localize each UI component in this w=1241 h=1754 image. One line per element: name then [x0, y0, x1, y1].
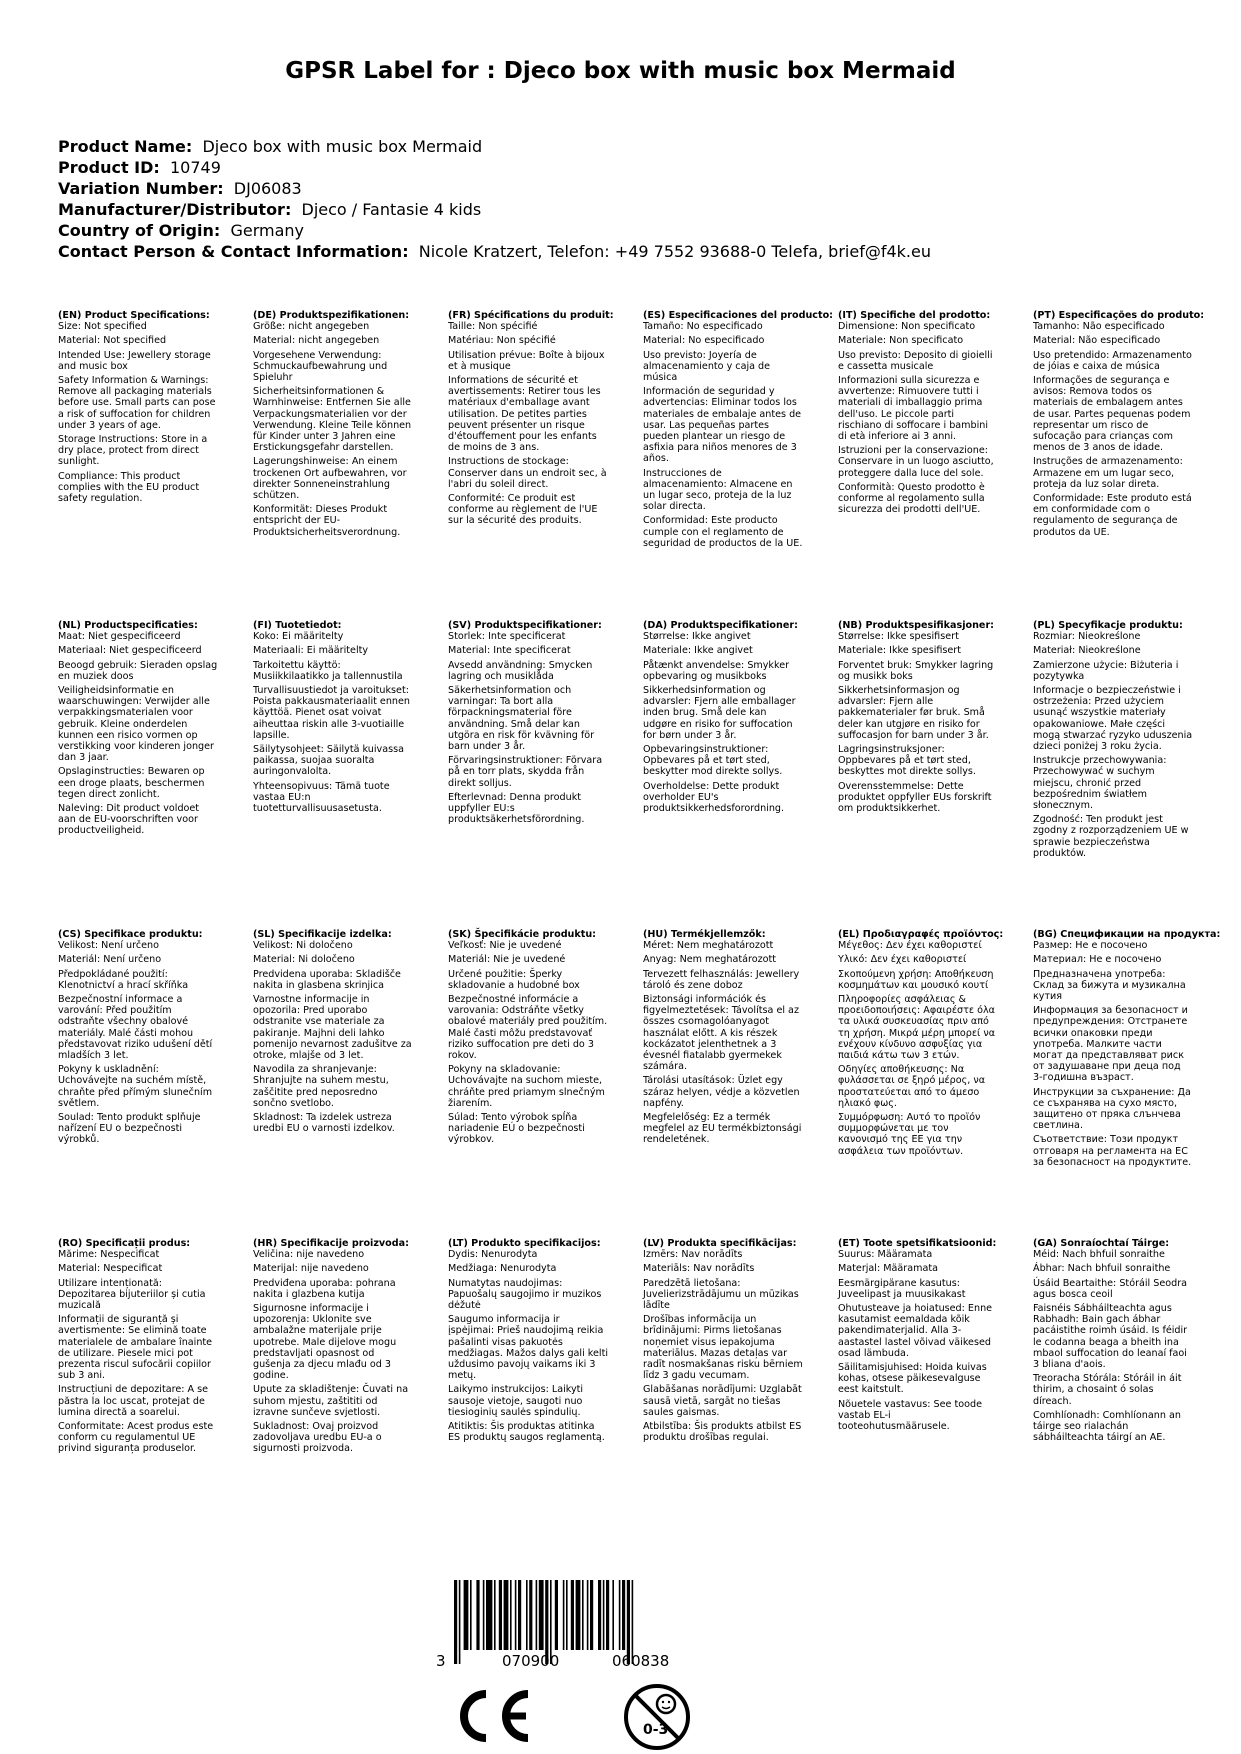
spec-line: Veličina: nije navedeno: [253, 1249, 365, 1261]
spec-line: Maat: Niet gespecificeerd: [58, 631, 181, 643]
spec-line: Rozmiar: Nieokreślone: [1033, 631, 1141, 643]
spec-line: Sikkerhetsinformasjon og advarsler: Fjern alle pakkematerialer før bruk. Små deler kan utgjøre en risiko for suffocasjon for barn under 3 år.: [838, 685, 989, 741]
spec-line: Forventet bruk: Smykker lagring og musikk boks: [838, 659, 994, 682]
spec-block: [58, 1238, 218, 1458]
spec-line: Efterlevnad: Denna produkt uppfyller EU:s produktsäkerhetsförordning.: [448, 791, 585, 826]
age-warning-icon: [622, 1682, 692, 1752]
spec-heading: (ET) Toote spetsifikatsioonid:: [838, 1238, 997, 1249]
spec-line: Anyag: Nem meghatározott: [643, 954, 777, 966]
barcode-bar: [590, 1580, 593, 1650]
spec-block: [838, 1238, 998, 1435]
spec-line: Informacje o bezpieczeństwie i ostrzeżenia: Przed użyciem usunąć wszystkie materiały opakowaniowe. Małe części mogą stwarzać ryzyko uduszenia dzieci poniżej 3 roku życia.: [1033, 685, 1193, 753]
spec-line: Förvaringsinstruktioner: Förvara på en torr plats, skydda från direkt solljus.: [448, 755, 603, 789]
spec-heading: (SK) Špecifikácie produktu:: [448, 929, 597, 940]
spec-line: Upute za skladištenje: Čuvati na suhom mjestu, zaštititi od izravne sunčeve svjetlosti.: [253, 1384, 409, 1418]
spec-line: Glabāšanas norādījumi: Uzglabāt sausā vietā, sargāt no tiešas saules gaismas.: [643, 1384, 802, 1418]
spec-line: Drošības informācija un brīdinājumi: Pirms lietošanas noņemiet visus iepakojuma materiālus. Mazas detaļas var radīt nosmakšanas risku bērniem līdz 3 gadu vecumam.: [643, 1314, 803, 1382]
barcode-digit-group-right: 060838: [612, 1652, 670, 1670]
spec-line: Utilisation prévue: Boîte à bijoux et à musique: [448, 349, 605, 372]
spec-line: Konformität: Dieses Produkt entspricht der EU-Produktsicherheitsverordnung.: [253, 504, 401, 538]
spec-heading: (EN) Product Specifications:: [58, 310, 210, 321]
spec-line: Compliance: This product complies with the EU product safety regulation.: [58, 470, 200, 505]
barcode-bar: [571, 1580, 574, 1650]
spec-line: Varnostne informacije in opozorila: Pred uporabo odstranite vse materiale za pakiranje. Majhni deli lahko pomenijo nevarnost zadušitve za otroke, mlajše od 3 let.: [253, 994, 412, 1062]
spec-line: Matériau: Non spécifié: [448, 335, 556, 347]
spec-line: Σκοπούμενη χρήση: Αποθήκευση κοσμημάτων και μουσικό κουτί: [838, 968, 994, 991]
spec-heading: (BG) Спецификации на продукта:: [1033, 929, 1221, 940]
spec-line: Megfelelőség: Ez a termék megfelel az EU termékbiztonsági rendeletének.: [643, 1112, 802, 1146]
spec-line: Materiale: Non specificato: [838, 335, 964, 347]
spec-block: [448, 1238, 608, 1446]
spec-block: [448, 310, 614, 530]
spec-line: Atbilstība: Šis produkts atbilst ES produktu drošības regulai.: [643, 1421, 802, 1444]
barcode-bar: [606, 1580, 609, 1650]
spec-line: Uso previsto: Deposito di gioielli e cassetta musicale: [838, 349, 993, 372]
spec-line: Tárolási utasítások: Üzlet egy száraz helyen, védje a közvetlen napfény.: [643, 1075, 800, 1109]
spec-line: Информация за безопасност и предупреждения: Отстранете всички опаковки преди употреба. Малките части могат да представляват риск от задушаване при деца под 3-годишна възраст.: [1033, 1005, 1188, 1084]
spec-block: [838, 929, 1004, 1160]
spec-line: Zgodność: Ten produkt jest zgodny z rozporządzeniem UE w sprawie bezpieczeństwa produktów.: [1033, 814, 1189, 859]
spec-block: [448, 620, 608, 828]
page-title: GPSR Label for : Djeco box with music box Mermaid: [285, 58, 956, 84]
spec-line: Určené použitie: Šperky skladovanie a hudobné box: [448, 968, 580, 991]
spec-line: Informações de segurança e avisos: Remova todos os materiais de embalagem antes de usar. Partes pequenas podem representar um risco de sufocação para crianças com menos de 3 anos de idade.: [1033, 375, 1191, 454]
spec-heading: (GA) Sonraíochtaí Táirge:: [1033, 1238, 1170, 1249]
spec-line: Материал: Не е посочено: [1033, 954, 1162, 966]
barcode-bar: [566, 1580, 568, 1650]
barcode-bar: [619, 1580, 621, 1650]
barcode-bar: [539, 1580, 544, 1650]
spec-line: Atitiktis: Šis produktas atitinka ES produktų saugos reglamentą.: [448, 1421, 605, 1444]
spec-line: Numatytas naudojimas: Papuošalų saugojimo ir muzikos dėžutė: [448, 1277, 602, 1312]
spec-line: Materjal: Määramata: [838, 1263, 938, 1275]
spec-line: Storage Instructions: Store in a dry place, protect from direct sunlight.: [58, 434, 208, 468]
spec-line: Materiāls: Nav norādīts: [643, 1263, 755, 1275]
spec-line: Material: Inte specificerat: [448, 645, 571, 657]
spec-line: Mărime: Nespecificat: [58, 1249, 160, 1261]
spec-heading: (NB) Produktspesifikasjoner:: [838, 620, 995, 631]
spec-line: Påtænkt anvendelse: Smykker opbevaring og musikboks: [643, 659, 790, 682]
spec-line: Säilytysohjeet: Säilytä kuivassa paikassa, suojaa suoralta auringonvalolta.: [253, 744, 404, 778]
spec-heading: (ES) Especificaciones del producto:: [643, 310, 834, 321]
spec-line: Dimensione: Non specificato: [838, 321, 976, 333]
spec-line: Overensstemmelse: Dette produktet oppfyller EUs forskrift om produktsikkerhet.: [838, 780, 992, 815]
spec-line: Avsedd användning: Smycken lagring och musiklåda: [448, 659, 593, 682]
spec-line: Informazioni sulla sicurezza e avvertenze: Rimuovere tutti i materiali di imballaggio prima dell'uso. Le piccole parti rischiano di soffocare i bambini di età inferiore ai 3 anni.: [838, 375, 989, 443]
spec-line: Conformidade: Este produto está em conformidade com o regulamento de segurança de produtos da UE.: [1033, 493, 1192, 538]
barcode-bar: [518, 1580, 521, 1650]
barcode-bar: [612, 1580, 614, 1650]
spec-line: Turvallisuustiedot ja varoitukset: Poista pakkausmateriaalit ennen käyttöä. Pienet osat voivat aiheuttaa riskin alle 3-vuotiaille lapsille.: [253, 685, 410, 741]
spec-line: Veľkosť: Nie je uvedené: [448, 940, 562, 952]
spec-line: Dydis: Nenurodyta: [448, 1249, 538, 1261]
spec-line: Съответствие: Този продукт отговаря на регламента на ЕС за безопасност на продуктите.: [1033, 1134, 1192, 1168]
spec-line: Faisnéis Sábháilteachta agus Rabhadh: Bain gach ábhar pacáistithe roimh úsáid. Is féidir le codanna beaga a bheith ina mbaol suffocation do leanaí faoi 3 bliana d'aois.: [1033, 1303, 1188, 1371]
spec-line: Conformité: Ce produit est conforme au règlement de l'UE sur la sécurité des produits.: [448, 493, 598, 527]
spec-line: Opslaginstructies: Bewaren op een droge plaats, beschermen tegen direct zonlicht.: [58, 766, 205, 800]
spec-line: Materiale: Ikke angivet: [643, 645, 753, 657]
spec-line: Säilitamisjuhised: Hoida kuivas kohas, otsese päikesevalguse eest kaitstult.: [838, 1362, 987, 1396]
spec-line: Ohutusteave ja hoiatused: Enne kasutamist eemaldada kõik pakendimaterjalid. Alla 3-aastastel lastel võivad väikesed osad lämbuda.: [838, 1303, 993, 1359]
spec-line: Paredzētā lietošana: Juvelierizstrādājumu un mūzikas lādīte: [643, 1277, 799, 1312]
spec-line: Medžiaga: Nenurodyta: [448, 1263, 557, 1275]
spec-block: [1033, 1238, 1193, 1446]
spec-line: Material: nicht angegeben: [253, 335, 380, 347]
spec-line: Méret: Nem meghatározott: [643, 940, 774, 952]
product-id-row: Product ID: 10749: [58, 158, 221, 177]
barcode-bar: [576, 1580, 581, 1650]
spec-line: Uso pretendido: Armazenamento de jóias e caixa de música: [1033, 349, 1192, 372]
spec-line: Conformitate: Acest produs este conform cu regulamentul UE privind siguranța produselor.: [58, 1421, 214, 1455]
barcode-bar: [470, 1580, 472, 1650]
barcode-bar: [483, 1580, 485, 1650]
spec-line: Overholdelse: Dette produkt overholder EU's produktsikkerhedsforordning.: [643, 780, 785, 815]
spec-heading: (IT) Specifiche del prodotto:: [838, 310, 991, 321]
spec-line: Tarkoitettu käyttö: Musiikkilaatikko ja tallennustila: [253, 659, 403, 682]
spec-line: Lagerungshinweise: An einem trockenen Ort aufbewahren, vor direkter Sonneneinstrahlung schützen.: [253, 456, 407, 502]
spec-line: Material: Não especificado: [1033, 335, 1161, 347]
spec-line: Materiál: Není určeno: [58, 954, 162, 966]
spec-line: Material: Not specified: [58, 335, 167, 347]
spec-line: Súlad: Tento výrobok spĺňa nariadenie EÚ o bezpečnosti výrobkov.: [448, 1112, 585, 1146]
spec-heading: (DA) Produktspecifikationer:: [643, 620, 798, 631]
spec-line: Eesmärgipärane kasutus: Juveelipast ja muusikakast: [838, 1277, 966, 1300]
spec-line: Treoracha Stórála: Stóráil in áit thirim, a chosaint ó solas díreach.: [1033, 1373, 1182, 1407]
spec-line: Beoogd gebruik: Sieraden opslag en muziek doos: [58, 659, 218, 682]
barcode-bar: [515, 1580, 517, 1650]
spec-line: Skladnost: Ta izdelek ustreza uredbi EU o varnosti izdelkov.: [253, 1112, 395, 1135]
barcode-bar: [587, 1580, 589, 1650]
spec-line: Πληροφορίες ασφάλειας & προειδοποιήσεις: Αφαιρέστε όλα τα υλικά συσκευασίας πριν από τη χρήση. Μικρά μέρη μπορεί να ενέχουν κίνδυνο ασφυξίας για παιδιά κάτω των 3 ετών.: [838, 994, 996, 1062]
spec-block: [643, 310, 834, 552]
spec-line: Υλικό: Δεν έχει καθοριστεί: [838, 954, 967, 966]
spec-line: Инструкции за съхранение: Да се съхранява на сухо място, защитено от пряка слънчева светлина.: [1033, 1086, 1191, 1132]
spec-line: Instrucciones de almacenamiento: Almacene en un lugar seco, proteja de la luz solar directa.: [643, 467, 793, 513]
spec-block: [643, 929, 803, 1149]
spec-line: Größe: nicht angegeben: [253, 321, 370, 333]
product-name-row: Product Name: Djeco box with music box Mermaid: [58, 137, 483, 156]
spec-line: Tamanho: Não especificado: [1033, 321, 1165, 333]
spec-line: Pokyny k uskladnění: Uchovávejte na suchém místě, chraňte před přímým slunečním světlem.: [58, 1064, 213, 1109]
spec-block: [253, 620, 413, 817]
spec-block: [1033, 310, 1205, 541]
spec-block: [643, 620, 803, 817]
spec-block: [253, 310, 413, 541]
spec-heading: (LV) Produkta specifikācijas:: [643, 1238, 797, 1249]
spec-line: Suurus: Määramata: [838, 1249, 933, 1261]
spec-line: Información de seguridad y advertencias: Eliminar todos los materiales de embalaje antes de usar. Las pequeñas partes pueden plantear un riesgo de asfixia para niños menores de 3 años.: [643, 386, 802, 465]
spec-line: Tervezett felhasználás: Jewellery tároló és zene doboz: [643, 968, 800, 991]
spec-line: Størrelse: Ikke angivet: [643, 631, 751, 643]
spec-line: Conformidad: Este producto cumple con el reglamento de seguridad de productos de la UE.: [643, 515, 803, 549]
spec-line: Størrelse: Ikke spesifisert: [838, 631, 959, 643]
barcode-bar: [529, 1580, 532, 1650]
spec-line: Materiál: Nie je uvedené: [448, 954, 566, 966]
spec-line: Предназначена употреба: Склад за бижута и музикална кутия: [1033, 968, 1186, 1003]
barcode: [436, 1580, 736, 1670]
spec-line: Material: Nespecificat: [58, 1263, 163, 1275]
spec-line: Intended Use: Jewellery storage and music box: [58, 349, 211, 372]
spec-line: Size: Not specified: [58, 321, 147, 333]
barcode-bar: [494, 1580, 496, 1650]
spec-heading: (PT) Especificações do produto:: [1033, 310, 1205, 321]
spec-heading: (CS) Specifikace produktu:: [58, 929, 203, 940]
barcode-bar: [499, 1580, 502, 1650]
barcode-bar: [563, 1580, 565, 1650]
spec-line: Taille: Non spécifié: [448, 321, 538, 333]
barcode-bar: [526, 1580, 528, 1650]
spec-block: [58, 929, 218, 1149]
spec-line: Säkerhetsinformation och varningar: Ta bort alla förpackningsmaterial före användning. Små delar kan utgöra en risk för kvävning för barn under 3 år.: [448, 685, 595, 753]
spec-line: Nõuetele vastavus: See toode vastab EL-i tooteohutusmäärusele.: [838, 1398, 982, 1433]
spec-line: Předpokládané použití: Klenotnictví a hrací skříňka: [58, 968, 189, 991]
spec-line: Instruções de armazenamento: Armazene em um lugar seco, proteja da luz solar direta.: [1033, 456, 1183, 490]
spec-line: Uso previsto: Joyería de almacenamiento y caja de música: [643, 349, 771, 384]
spec-line: Lagringsinstruksjoner: Oppbevares på et tørt sted, beskyttes mot direkte sollys.: [838, 744, 976, 778]
spec-heading: (PL) Specyfikacje produktu:: [1033, 620, 1183, 631]
spec-line: Zamierzone użycie: Biżuteria i pozytywka: [1033, 659, 1179, 682]
spec-line: Sukladnost: Ovaj proizvod zadovoljava uredbu EU-a o sigurnosti proizvoda.: [253, 1421, 382, 1455]
spec-heading: (SL) Specifikacije izdelka:: [253, 929, 392, 940]
spec-line: Comhlíonadh: Comhlíonann an táirge seo rialachán sábháilteachta táirgí an AE.: [1033, 1409, 1181, 1444]
spec-line: Laikymo instrukcijos: Laikyti sausoje vietoje, saugoti nuo tiesioginių saulės spindulių.: [448, 1384, 584, 1418]
spec-line: Safety Information & Warnings: Remove all packaging materials before use. Small parts can pose a risk of suffocation for children under 3 years of age.: [58, 375, 216, 431]
spec-heading: (LT) Produkto specifikacijos:: [448, 1238, 601, 1249]
barcode-bar: [476, 1580, 479, 1650]
spec-line: Instrukcje przechowywania: Przechowywać w suchym miejscu, chronić przed bezpośrednim światłem słonecznym.: [1033, 755, 1167, 812]
barcode-digit-group-left: 070900: [502, 1652, 560, 1670]
barcode-bar: [510, 1580, 512, 1650]
contact-row: Contact Person & Contact Information: Nicole Kratzert, Telefon: +49 7552 93688-0 Telefa, brief@f4k.eu: [58, 242, 931, 261]
spec-line: Yhteensopivuus: Tämä tuote vastaa EU:n tuotetturvallisuusasetusta.: [253, 780, 390, 815]
barcode-bar: [464, 1580, 469, 1650]
spec-line: Velikost: Ni določeno: [253, 940, 353, 952]
spec-heading: (SV) Produktspecifikationer:: [448, 620, 602, 631]
spec-line: Izmērs: Nav norādīts: [643, 1249, 743, 1261]
spec-line: Materiaal: Niet gespecificeerd: [58, 645, 202, 657]
spec-line: Velikost: Není určeno: [58, 940, 159, 952]
spec-block: [58, 620, 218, 840]
spec-line: Opbevaringsinstruktioner: Opbevares på et tørt sted, beskytter mod direkte sollys.: [643, 744, 783, 778]
spec-line: Συμμόρφωση: Αυτό το προϊόν συμμορφώνεται με τον κανονισμό της ΕΕ για την ασφάλεια των προϊόντων.: [838, 1112, 981, 1157]
spec-line: Conformità: Questo prodotto è conforme al regolamento sulla sicurezza dei prodotti dell'UE.: [838, 481, 985, 516]
spec-heading: (EL) Προδιαγραφές προϊόντος:: [838, 929, 1004, 940]
spec-block: [448, 929, 608, 1149]
spec-line: Koko: Ei määritelty: [253, 631, 344, 643]
spec-line: Veiligheidsinformatie en waarschuwingen: Verwijder alle verpakkingsmaterialen voor gebruik. Kleine onderdelen kunnen een risico vormen op verstikking voor kinderen jonger dan 3 jaar.: [58, 685, 214, 764]
spec-line: Soulad: Tento produkt splňuje nařízení EU o bezpečnosti výrobků.: [58, 1112, 201, 1146]
spec-heading: (RO) Specificații produs:: [58, 1238, 191, 1249]
spec-line: Biztonsági információk és figyelmeztetések: Távolítsa el az összes csomagolóanyagot használat előtt. A kis részek kockázatot jelenthetnek a 3 évesnél fiatalabb gyermekek számára.: [643, 994, 799, 1073]
spec-line: Materijal: nije navedeno: [253, 1263, 369, 1275]
spec-line: Materiał: Nieokreślone: [1033, 645, 1141, 657]
spec-heading: (HU) Termékjellemzők:: [643, 929, 766, 940]
spec-heading: (HR) Specifikacije proizvoda:: [253, 1238, 409, 1249]
barcode-bar: [598, 1580, 601, 1650]
spec-heading: (NL) Productspecificaties:: [58, 620, 198, 631]
spec-line: Utilizare intenționată: Depozitarea bijuteriilor și cutia muzicală: [58, 1277, 206, 1312]
spec-line: Bezpečnostné informácie a varovania: Odstráňte všetky obalové materiály pred použitím. Malé časti môžu predstavovať riziko suffocation pre deti do 3 rokov.: [448, 994, 608, 1062]
barcode-bar: [454, 1580, 457, 1664]
spec-block: [1033, 620, 1193, 862]
spec-line: Vorgesehene Verwendung: Schmuckaufbewahrung und Spieluhr: [253, 349, 388, 384]
spec-line: Predviđena uporaba: pohrana nakita i glazbena kutija: [253, 1277, 396, 1300]
spec-line: Sigurnosne informacije i upozorenja: Uklonite sve ambalažne materijale prije upotrebe. Male dijelove mogu predstavljati opasnost od gušenja za djecu mlađu od 3 godine.: [253, 1303, 397, 1382]
spec-line: Storlek: Inte specificerat: [448, 631, 566, 643]
spec-line: Istruzioni per la conservazione: Conservare in un luogo asciutto, proteggere dalla luce del sole.: [838, 445, 994, 479]
barcode-bar: [555, 1580, 558, 1650]
spec-line: Naleving: Dit product voldoet aan de EU-voorschriften voor productveiligheid.: [58, 803, 200, 837]
spec-block: [1033, 929, 1221, 1171]
spec-line: Materiale: Ikke spesifisert: [838, 645, 962, 657]
spec-line: Material: No especificado: [643, 335, 765, 347]
spec-line: Predvidena uporaba: Skladišče nakita in glasbena skrinjica: [253, 968, 401, 991]
spec-line: Saugumo informacija ir įspėjimai: Prieš naudojimą reikia pašalinti visas pakuotės medžiagas. Mažos dalys gali kelti uždusimo pavojų vaikams iki 3 metų.: [448, 1314, 609, 1382]
spec-line: Ábhar: Nach bhfuil sonraithe: [1033, 1263, 1171, 1275]
spec-line: Sicherheitsinformationen & Warnhinweise: Entfernen Sie alle Verpackungsmaterialien vor der Verwendung. Kleine Teile können für Kinder unter 3 Jahren eine Erstickungsgefahr darstellen.: [253, 386, 412, 454]
spec-block: [838, 620, 998, 817]
spec-line: Sikkerhedsinformation og advarsler: Fjern alle emballager inden brug. Små dele kan udgøre en risiko for suffocation for børn under 3 år.: [643, 685, 796, 741]
manufacturer-row: Manufacturer/Distributor: Djeco / Fantasie 4 kids: [58, 200, 482, 219]
spec-block: [253, 929, 413, 1137]
product-info: [58, 136, 931, 262]
barcode-bar: [582, 1580, 584, 1650]
spec-heading: (FI) Tuotetiedot:: [253, 620, 342, 631]
spec-line: Οδηγίες αποθήκευσης: Να φυλάσσεται σε ξηρό μέρος, να προστατεύεται από το άμεσο ηλιακό φως.: [838, 1064, 986, 1109]
barcode-bar: [459, 1580, 461, 1664]
barcode-bar: [622, 1580, 625, 1650]
spec-line: Informations de sécurité et avertissements: Retirer tous les matériaux d'emballage avant utilisation. De petites parties peuvent présenter un risque d'étouffement pour les enfants de moins de 3 ans.: [448, 375, 601, 454]
spec-line: Bezpečnostní informace a varování: Před použitím odstraňte všechny obalové materiály. Malé části mohou představovat riziko udušení dětí mladších 3 let.: [58, 994, 213, 1062]
spec-line: Navodila za shranjevanje: Shranjujte na suhem mestu, zaščitite pred neposredno sončno svetlobo.: [253, 1064, 389, 1109]
ce-mark-icon: [452, 1688, 532, 1744]
spec-line: Material: Ni določeno: [253, 954, 355, 966]
spec-line: Úsáid Beartaithe: Stóráil Seodra agus bosca ceoil: [1033, 1277, 1188, 1300]
spec-line: Μέγεθος: Δεν έχει καθοριστεί: [838, 940, 982, 952]
spec-block: [253, 1238, 413, 1458]
spec-line: Materiaali: Ei määritelty: [253, 645, 369, 657]
spec-line: Instructions de stockage: Conserver dans un endroit sec, à l'abri du soleil direct.: [448, 456, 607, 490]
spec-line: Pokyny na skladovanie: Uchovávajte na suchom mieste, chráňte pred priamym slnečným žiarením.: [448, 1064, 605, 1109]
spec-line: Méid: Nach bhfuil sonraithe: [1033, 1249, 1165, 1261]
spec-line: Tamaño: No especificado: [643, 321, 763, 333]
spec-line: Instrucțiuni de depozitare: A se păstra la loc uscat, protejat de lumina directă a soarelui.: [58, 1384, 209, 1418]
spec-heading: (DE) Produktspezifikationen:: [253, 310, 410, 321]
barcode-digit-first: 3: [436, 1652, 446, 1670]
barcode-bar: [603, 1580, 605, 1650]
barcode-bar: [536, 1580, 538, 1650]
variation-number-row: Variation Number: DJ06083: [58, 179, 302, 198]
spec-line: Informații de siguranță și avertismente: Se elimină toate materialele de ambalare înainte de utilizare. Piesele mici pot prezenta riscul sufocării copiilor sub 3 ani.: [58, 1314, 213, 1382]
barcode-bar: [486, 1580, 492, 1650]
country-of-origin-row: Country of Origin: Germany: [58, 221, 304, 240]
age-label: 0-3: [643, 1722, 669, 1738]
spec-line: Размер: Не е посочено: [1033, 940, 1148, 952]
spec-block: [838, 310, 998, 518]
spec-block: [643, 1238, 803, 1446]
barcode-bar: [504, 1580, 509, 1650]
spec-block: [58, 310, 218, 507]
spec-heading: (FR) Spécifications du produit:: [448, 310, 614, 321]
